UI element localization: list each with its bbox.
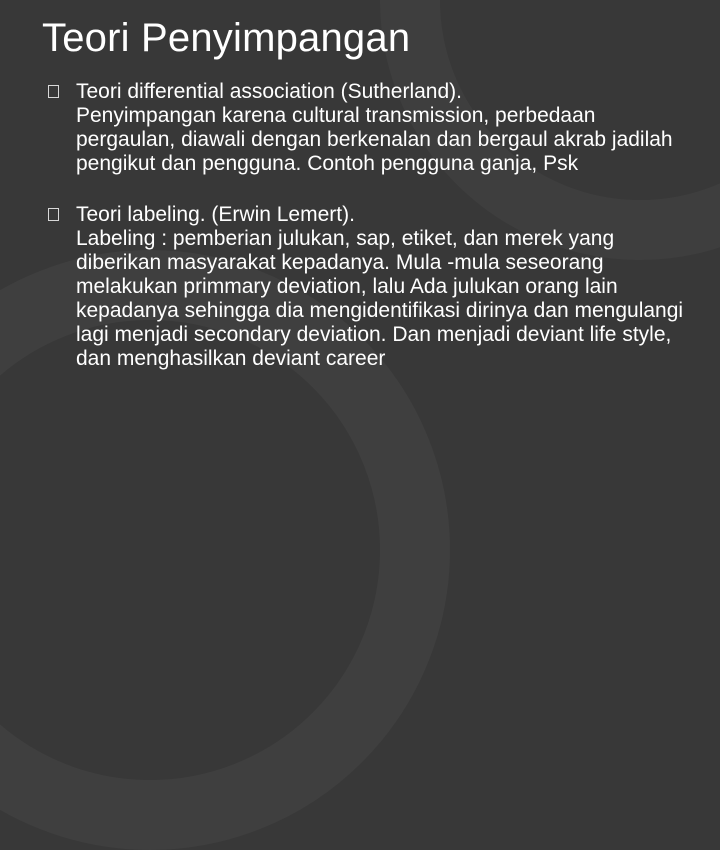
bullet-text: Labeling : pemberian julukan, sap, etiket, dan merek yang diberikan masyarakat kepadanya. Mula -mula seseorang melakukan primmary deviation, lalu Ada julukan orang lain kepadanya sehingga dia mengidentifikasi dirinya dan mengulangi lagi menjadi secondary deviation. Dan menjadi deviant life style, dan menghasilkan deviant career xyxy=(76,227,684,370)
bullet-heading: Teori differential association (Sutherland). xyxy=(76,80,462,103)
slide-title: Teori Penyimpangan xyxy=(42,16,411,60)
bullet-heading: Teori labeling. (Erwin Lemert). xyxy=(76,203,355,226)
bullet-list xyxy=(48,80,688,398)
bullet-item-differential-association xyxy=(48,80,688,176)
bullet-item-labeling xyxy=(48,203,688,371)
square-bullet-icon xyxy=(48,85,59,98)
square-bullet-icon xyxy=(48,208,59,221)
bullet-text: Penyimpangan karena cultural transmission, perbedaan pergaulan, diawali dengan berkenalan dan bergaul akrab jadilah pengikut dan pengguna. Contoh pengguna ganja, Psk xyxy=(76,104,673,175)
